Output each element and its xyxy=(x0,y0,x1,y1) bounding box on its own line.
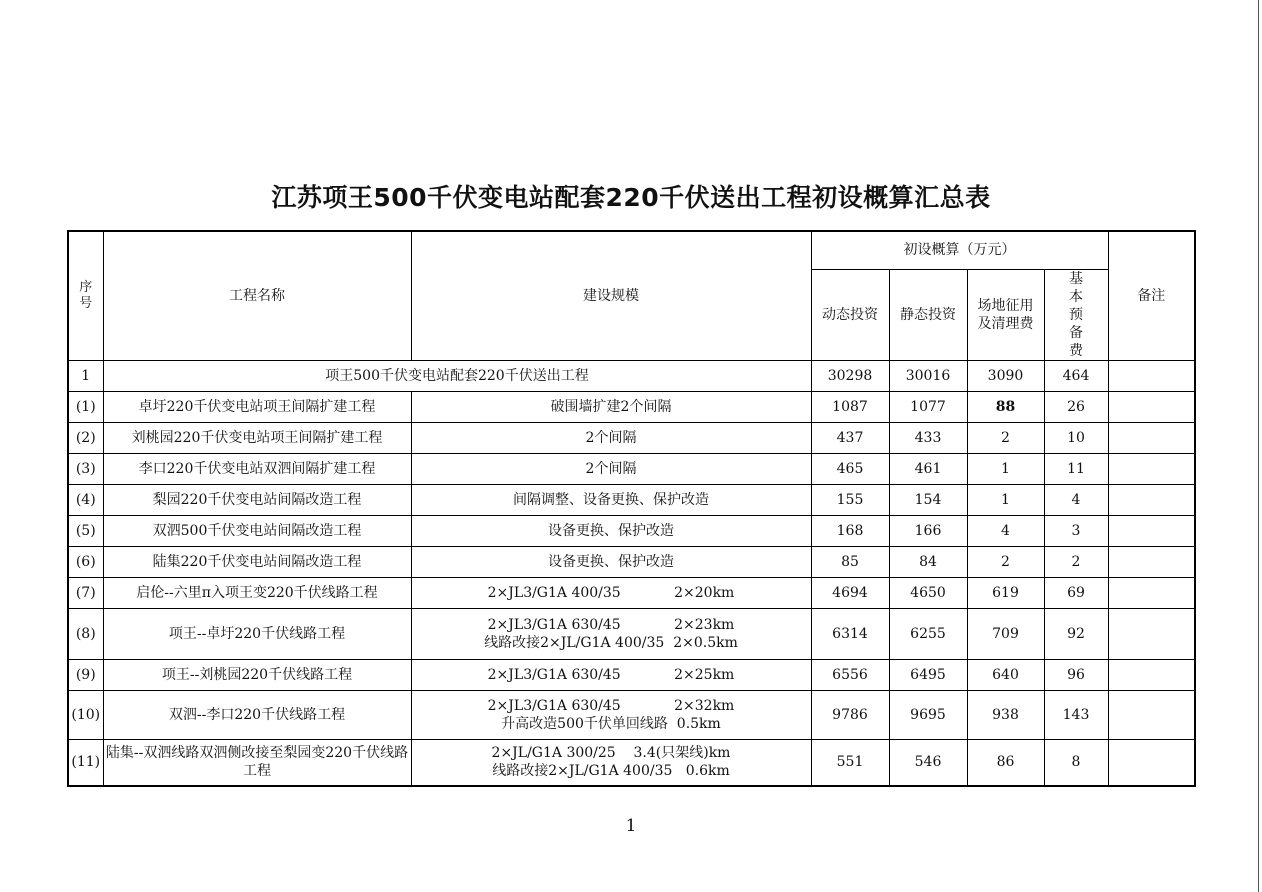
cell-dynamic: 4694 xyxy=(811,577,889,608)
cell-scale: 2×JL/G1A 300/25 3.4(只架线)km 线路改接2×JL/G1A 400/35 0.6km xyxy=(411,739,811,786)
cell-static: 4650 xyxy=(889,577,967,608)
cell-scale: 2个间隔 xyxy=(411,453,811,484)
cell-scale: 设备更换、保护改造 xyxy=(411,546,811,577)
cell-static: 546 xyxy=(889,739,967,786)
cell-remark xyxy=(1108,453,1195,484)
cell-seq: (9) xyxy=(68,659,103,690)
header-budget-group: 初设概算（万元） xyxy=(811,231,1108,269)
cell-name: 刘桃园220千伏变电站项王间隔扩建工程 xyxy=(103,422,411,453)
cell-remark xyxy=(1108,422,1195,453)
cell-name: 项王--刘桃园220千伏线路工程 xyxy=(103,659,411,690)
cell-remark xyxy=(1108,690,1195,739)
cell-seq: (7) xyxy=(68,577,103,608)
cell-static: 1077 xyxy=(889,391,967,422)
cell-land: 3090 xyxy=(967,360,1044,391)
cell-remark xyxy=(1108,484,1195,515)
table-row xyxy=(68,484,1195,515)
cell-dynamic: 6556 xyxy=(811,659,889,690)
cell-reserve: 464 xyxy=(1044,360,1108,391)
cell-dynamic: 6314 xyxy=(811,608,889,659)
cell-reserve: 4 xyxy=(1044,484,1108,515)
table-row xyxy=(68,546,1195,577)
cell-scale: 破围墙扩建2个间隔 xyxy=(411,391,811,422)
table-row xyxy=(68,577,1195,608)
cell-reserve: 3 xyxy=(1044,515,1108,546)
cell-seq: (11) xyxy=(68,739,103,786)
cell-dynamic: 437 xyxy=(811,422,889,453)
cell-name: 李口220千伏变电站双泗间隔扩建工程 xyxy=(103,453,411,484)
cell-seq: (10) xyxy=(68,690,103,739)
cell-scale: 2×JL3/G1A 630/45 2×25km xyxy=(411,659,811,690)
cell-dynamic: 168 xyxy=(811,515,889,546)
cell-land: 86 xyxy=(967,739,1044,786)
cell-static: 84 xyxy=(889,546,967,577)
cell-dynamic: 551 xyxy=(811,739,889,786)
cell-static: 154 xyxy=(889,484,967,515)
table-row xyxy=(68,453,1195,484)
page-number: 1 xyxy=(625,816,637,836)
cell-dynamic: 465 xyxy=(811,453,889,484)
cell-reserve: 2 xyxy=(1044,546,1108,577)
cell-scale: 设备更换、保护改造 xyxy=(411,515,811,546)
cell-land: 709 xyxy=(967,608,1044,659)
header-name: 工程名称 xyxy=(103,231,411,360)
cell-seq: (3) xyxy=(68,453,103,484)
cell-dynamic: 155 xyxy=(811,484,889,515)
table-row xyxy=(68,391,1195,422)
cell-seq: (2) xyxy=(68,422,103,453)
cell-remark xyxy=(1108,608,1195,659)
page-edge xyxy=(1258,0,1259,892)
cell-static: 6495 xyxy=(889,659,967,690)
cell-scale: 2×JL3/G1A 400/35 2×20km xyxy=(411,577,811,608)
header-remark: 备注 xyxy=(1108,231,1195,360)
cell-static: 433 xyxy=(889,422,967,453)
table-row xyxy=(68,422,1195,453)
cell-land: 938 xyxy=(967,690,1044,739)
cell-static: 6255 xyxy=(889,608,967,659)
document-title: 江苏项王500千伏变电站配套220千伏送出工程初设概算汇总表 xyxy=(271,183,991,212)
cell-remark xyxy=(1108,391,1195,422)
cell-reserve: 143 xyxy=(1044,690,1108,739)
cell-reserve: 26 xyxy=(1044,391,1108,422)
header-dynamic: 动态投资 xyxy=(811,269,889,360)
cell-seq: (6) xyxy=(68,546,103,577)
cell-land: 1 xyxy=(967,484,1044,515)
cell-land: 619 xyxy=(967,577,1044,608)
table-row xyxy=(68,608,1195,659)
cell-name: 梨园220千伏变电站间隔改造工程 xyxy=(103,484,411,515)
cell-scale: 2×JL3/G1A 630/45 2×23km 线路改接2×JL/G1A 400/35 2×0.5km xyxy=(411,608,811,659)
cell-dynamic: 30298 xyxy=(811,360,889,391)
cell-reserve: 8 xyxy=(1044,739,1108,786)
header-land: 场地征用及清理费 xyxy=(967,269,1044,360)
cell-name: 双泗--李口220千伏线路工程 xyxy=(103,690,411,739)
header-static: 静态投资 xyxy=(889,269,967,360)
cell-land: 88 xyxy=(967,391,1044,422)
cell-seq: 1 xyxy=(68,360,103,391)
cell-land: 1 xyxy=(967,453,1044,484)
cell-remark xyxy=(1108,360,1195,391)
cell-name: 项王--卓圩220千伏线路工程 xyxy=(103,608,411,659)
cell-dynamic: 9786 xyxy=(811,690,889,739)
cell-dynamic: 1087 xyxy=(811,391,889,422)
cell-scale: 2×JL3/G1A 630/45 2×32km 升高改造500千伏单回线路 0.5km xyxy=(411,690,811,739)
cell-name: 项王500千伏变电站配套220千伏送出工程 xyxy=(103,360,811,391)
cell-land: 4 xyxy=(967,515,1044,546)
cell-seq: (1) xyxy=(68,391,103,422)
cell-name: 陆集220千伏变电站间隔改造工程 xyxy=(103,546,411,577)
table-row xyxy=(68,515,1195,546)
cell-reserve: 10 xyxy=(1044,422,1108,453)
header-scale: 建设规模 xyxy=(411,231,811,360)
cell-dynamic: 85 xyxy=(811,546,889,577)
cell-reserve: 11 xyxy=(1044,453,1108,484)
cell-static: 166 xyxy=(889,515,967,546)
cell-name: 卓圩220千伏变电站项王间隔扩建工程 xyxy=(103,391,411,422)
cell-static: 461 xyxy=(889,453,967,484)
table-row xyxy=(68,659,1195,690)
table-row xyxy=(68,739,1195,786)
cell-seq: (5) xyxy=(68,515,103,546)
cell-static: 30016 xyxy=(889,360,967,391)
cell-reserve: 69 xyxy=(1044,577,1108,608)
cell-seq: (8) xyxy=(68,608,103,659)
cell-land: 2 xyxy=(967,546,1044,577)
header-reserve: 基本预备费 xyxy=(1044,269,1108,360)
cell-remark xyxy=(1108,577,1195,608)
cell-name: 双泗500千伏变电站间隔改造工程 xyxy=(103,515,411,546)
cell-remark xyxy=(1108,739,1195,786)
header-seq: 序号 xyxy=(68,231,103,360)
cell-name: 启伦--六里π入项王变220千伏线路工程 xyxy=(103,577,411,608)
cell-reserve: 92 xyxy=(1044,608,1108,659)
cell-remark xyxy=(1108,546,1195,577)
cell-remark xyxy=(1108,515,1195,546)
cell-land: 640 xyxy=(967,659,1044,690)
cell-seq: (4) xyxy=(68,484,103,515)
table-row xyxy=(68,360,1195,391)
cell-static: 9695 xyxy=(889,690,967,739)
cell-land: 2 xyxy=(967,422,1044,453)
cell-scale: 间隔调整、设备更换、保护改造 xyxy=(411,484,811,515)
cell-scale: 2个间隔 xyxy=(411,422,811,453)
cell-name: 陆集--双泗线路双泗侧改接至梨园变220千伏线路工程 xyxy=(103,739,411,786)
cell-remark xyxy=(1108,659,1195,690)
cell-reserve: 96 xyxy=(1044,659,1108,690)
table-row xyxy=(68,690,1195,739)
budget-summary-table xyxy=(67,230,1196,787)
